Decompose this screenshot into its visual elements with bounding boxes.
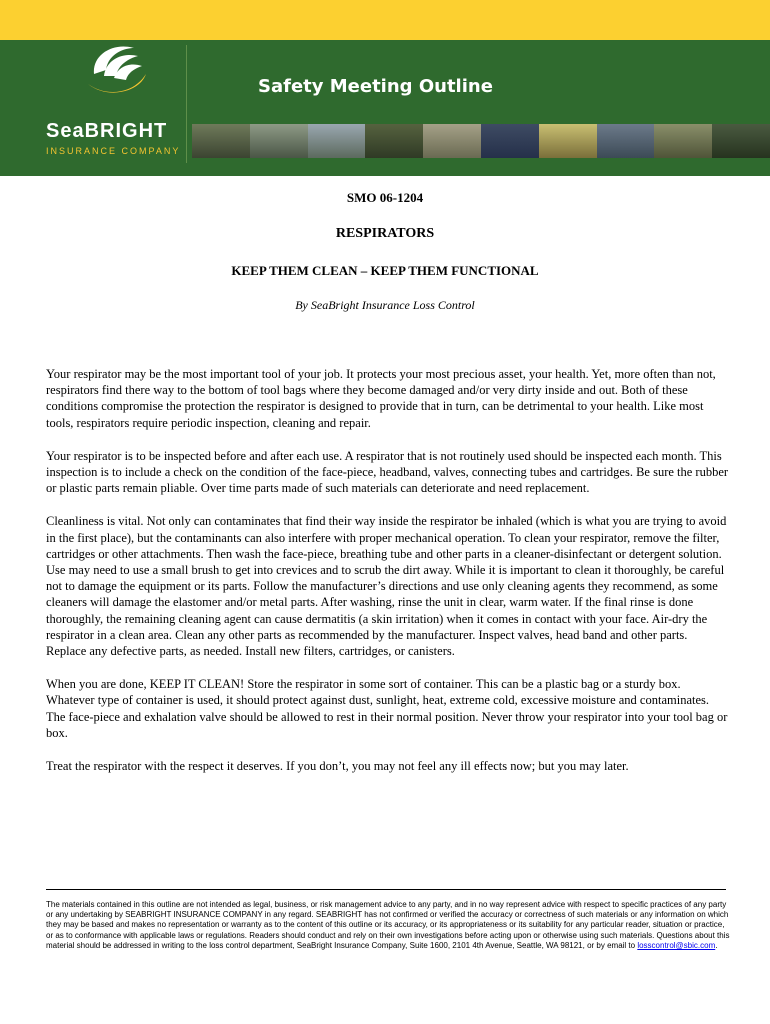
legal-disclaimer [46, 900, 730, 951]
brand-name: SeaBRIGHT [46, 120, 168, 142]
disclaimer-end: . [715, 940, 718, 950]
brand-tagline: INSURANCE COMPANY [46, 146, 181, 156]
email-link[interactable]: losscontrol@sbic.com [637, 940, 716, 950]
sun-wave-icon [84, 40, 148, 96]
document-subtitle: KEEP THEM CLEAN – KEEP THEM FUNCTIONAL [231, 263, 539, 278]
byline: By SeaBright Insurance Loss Control [295, 298, 475, 312]
header-divider [186, 45, 187, 163]
body-paragraph: Cleanliness is vital. Not only can contaminates that find their way inside the respirator be inhaled (which is what you are trying to avoid in the first place), but the contaminants can also interfere with proper mechanical operation. To clean your respirator, remove the filter, cartridges or other attachments. Then wash the face-piece, breathing tube and other parts in a cleaner-disinfectant or detergent solution. Use may need to use a small brush to get into crevices and to scrub the dirt away. While it is important to clean it thoroughly, be careful not to damage the equipment or its parts. Follow the manufacturer’s directions and use only cleaning agents they recommend, as some cleaners will damage the elastomer and/or metal parts. After washing, rinse the unit in clear, warm water. If the final rinse is done thoroughly, the remaining cleaning agent can cause dermatitis (a skin irritation) when it comes in contact with your face. Air-dry the respirator in a clean area. Clean any other parts as recommended by the manufacturer. Inspect valves, head band and other parts. Replace any defective parts, as needed. Install new filters, cartridges, or canisters. [46, 514, 727, 659]
body-paragraph: When you are done, KEEP IT CLEAN! Store the respirator in some sort of container. This can be a plastic bag or a sturdy box. Whatever type of container is used, it should protect against dust, sunlight, heat, extreme cold, excessive moisture and contaminates. The face-piece and exhalation valve should be allowed to rest in their normal position. Never throw your respirator into your tool bag or box. [46, 677, 728, 740]
header-photo-strip [192, 124, 770, 158]
seabright-logo [40, 40, 180, 160]
document-title: RESPIRATORS [335, 226, 435, 241]
header-title: Safety Meeting Outline [258, 76, 493, 97]
top-accent-bar [0, 0, 770, 40]
document-body [46, 366, 730, 791]
body-paragraph: Your respirator is to be inspected before and after each use. A respirator that is not routinely used should be inspected each month. This inspection is to include a check on the condition of the face-piece, headband, valves, connecting tubes and cartridges. Be sure the rubber or plastic parts remain pliable. Over time parts made of such materials can deteriorate and need replacement. [46, 448, 729, 496]
body-paragraph: Treat the respirator with the respect it deserves. If you don’t, you may not feel any ill effects now; but you may later. [46, 759, 629, 774]
body-paragraph: Your respirator may be the most important tool of your job. It protects your most precious asset, your health. Yet, more often than not, respirators find there way to the bottom of tool bags where they become damaged and/or very dirty inside and out. Both of these conditions compromise the protection the respirator is designed to provide that in turn, can be detrimental to your health. Like most tools, respirators require periodic inspection, cleaning and repair. [46, 367, 716, 430]
disclaimer-text: The materials contained in this outline are not intended as legal, business, or risk management advice to any party, and in no way represent advice with respect to specific practices of any party or any undertaking by SEABRIGHT INSURANCE COMPANY in any regard. SEABRIGHT has not confirmed or verified the accuracy or correctness of such materials or any information on which they may be based and makes no representation or warranty as to the content of this outline or its accuracy, or its appropriateness or its suitability for any particular reader, situation or practice, or as to conformance with applicable laws or regulations. Readers should conduct and rely on their own investigations before acting upon or otherwise using such materials. Questions about this material should be addressed in writing to the loss control department, SeaBright Insurance Company, Suite 1600, 2101 4th Avenue, Seattle, WA 98121, or by email to [46, 900, 730, 950]
footer-divider [46, 889, 726, 890]
document-id: SMO 06-1204 [346, 190, 424, 205]
